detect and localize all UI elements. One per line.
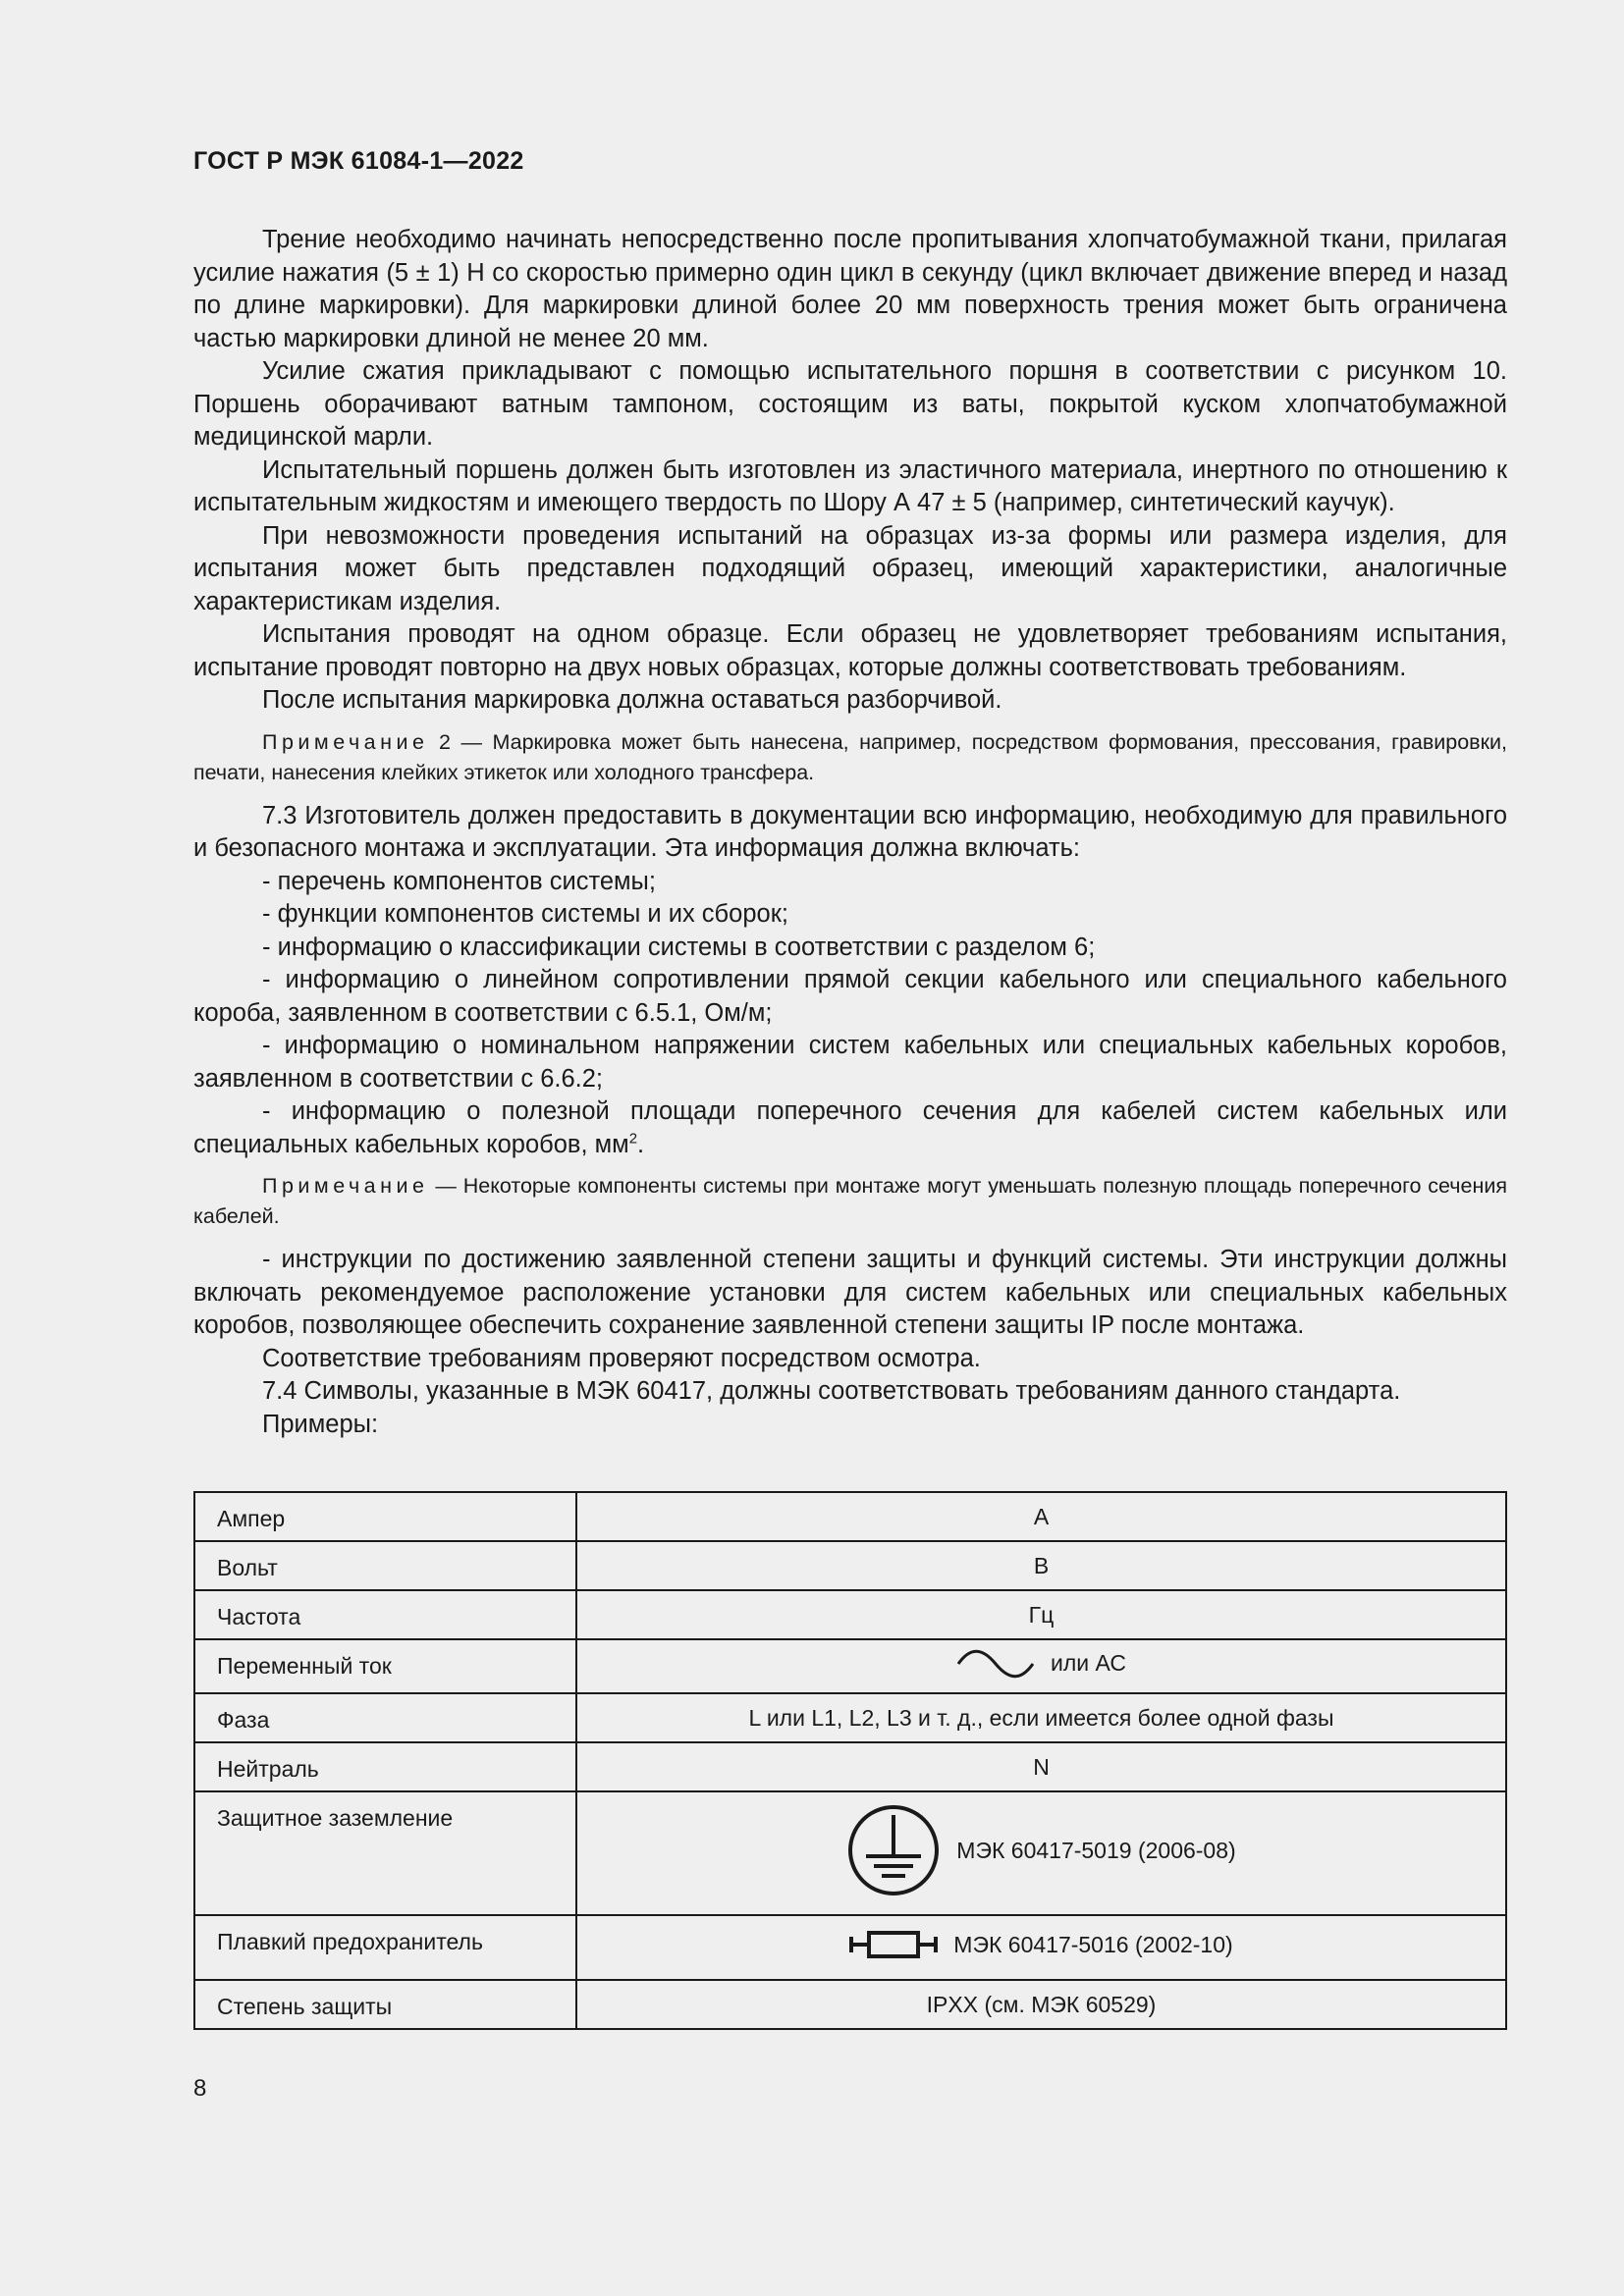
paragraph: При невозможности проведения испытаний на образцах из-за формы или размера изделия, для испытания может быть представлен подходящий образец, имеющий характеристики, аналогичные характеристикам изделия. [193, 521, 1507, 615]
row-name: Вольт [194, 1541, 576, 1590]
row-value: А [576, 1492, 1506, 1541]
list-item: - информацию о линейном сопротивлении прямой секции кабельного или специального кабельного короба, заявленном в соответствии с 6.5.1, Ом/м; [193, 966, 1507, 1027]
table-row [194, 1541, 1506, 1590]
row-value-cell [576, 1915, 1506, 1980]
list-item-text: - информацию о полезной площади поперечного сечения для кабелей систем кабельных или специальных кабельных коробов, мм [193, 1097, 1507, 1158]
paragraph: После испытания маркировка должна оставаться разборчивой. [262, 686, 1002, 714]
table-row [194, 1693, 1506, 1742]
document-body [193, 224, 1507, 1441]
note-text: 2 — Маркировка может быть нанесена, например, посредством формования, прессования, гравировки, печати, нанесения клейких этикеток или холодного трансфера. [193, 729, 1507, 784]
row-name: Защитное заземление [194, 1791, 576, 1915]
row-name: Ампер [194, 1492, 576, 1541]
row-name: Переменный ток [194, 1639, 576, 1693]
paragraph: Испытания проводят на одном образце. Если образец не удовлетворяет требованиям испытания, испытание проводят повторно на двух новых образцах, которые должны соответствовать требованиям. [193, 620, 1507, 681]
table-row [194, 1742, 1506, 1791]
note-label: Примечание [262, 1174, 429, 1198]
alternating-current-icon [956, 1649, 1035, 1679]
section-7-3-intro: 7.3 Изготовитель должен предоставить в документации всю информацию, необходимую для правильного и безопасного монтажа и эксплуатации. Эта информация должна включать: [193, 801, 1507, 862]
row-value: IPXX (см. МЭК 60529) [576, 1980, 1506, 2029]
table-row [194, 1915, 1506, 1980]
list-item [193, 1095, 1507, 1161]
row-name: Частота [194, 1590, 576, 1639]
paragraph: Испытательный поршень должен быть изготовлен из эластичного материала, инертного по отношению к испытательным жидкостям и имеющего твердость по Шору А 47 ± 5 (например, синтетический каучук). [193, 455, 1507, 516]
row-name: Плавкий предохранитель [194, 1915, 576, 1980]
list-item: - перечень компонентов системы; [262, 867, 656, 895]
list-item: - информацию о номинальном напряжении систем кабельных или специальных кабельных коробов, заявленном в соответствии с 6.6.2; [193, 1032, 1507, 1093]
list-item: - информацию о классификации системы в соответствии с разделом 6; [262, 933, 1096, 961]
paragraph: - инструкции по достижению заявленной степени защиты и функций системы. Эти инструкции должны включать рекомендуемое расположение установки для систем кабельных или специальных кабельных коробов, позволяющее обеспечить сохранение заявленной степени защиты IP после монтажа. [193, 1246, 1507, 1339]
table-row [194, 1590, 1506, 1639]
row-value: МЭК 60417-5019 (2006-08) [956, 1837, 1236, 1863]
paragraph: Примеры: [262, 1410, 379, 1438]
symbols-table [193, 1491, 1507, 2030]
document-header: ГОСТ Р МЭК 61084-1—2022 [193, 147, 524, 175]
paragraph: 7.4 Символы, указанные в МЭК 60417, должны соответствовать требованиям данного стандарта. [262, 1377, 1401, 1405]
row-value: В [576, 1541, 1506, 1590]
note-text: — Некоторые компоненты системы при монтаже могут уменьшать полезную площадь поперечного сечения кабелей. [193, 1174, 1507, 1228]
table-row [194, 1639, 1506, 1693]
row-value: L или L1, L2, L3 и т. д., если имеется более одной фазы [576, 1693, 1506, 1742]
row-value-cell [576, 1791, 1506, 1915]
row-name: Фаза [194, 1693, 576, 1742]
table-row [194, 1791, 1506, 1915]
row-value: N [576, 1742, 1506, 1791]
list-item: - функции компонентов системы и их сборок; [262, 900, 788, 928]
table-row [194, 1492, 1506, 1541]
paragraph: Соответствие требованиям проверяют посредством осмотра. [262, 1344, 981, 1372]
row-name: Нейтраль [194, 1742, 576, 1791]
row-name: Степень защиты [194, 1980, 576, 2029]
row-value-cell [576, 1639, 1506, 1693]
row-value: Гц [576, 1590, 1506, 1639]
row-value: или АС [1051, 1650, 1126, 1676]
row-value: МЭК 60417-5016 (2002-10) [953, 1931, 1233, 1957]
page-number: 8 [193, 2075, 207, 2102]
protective-earth-icon [846, 1803, 941, 1897]
fuse-icon [849, 1927, 938, 1962]
superscript: 2 [628, 1130, 638, 1147]
note-2 [193, 727, 1507, 788]
table-row [194, 1980, 1506, 2029]
note-label: Примечание [262, 729, 429, 754]
list-item-end: . [637, 1130, 645, 1158]
paragraph: Трение необходимо начинать непосредственно после пропитывания хлопчатобумажной ткани, прилагая усилие нажатия (5 ± 1) Н со скоростью примерно один цикл в секунду (цикл включает движение вперед и назад по длине маркировки). Для маркировки длиной более 20 мм поверхность трения может быть ограничена частью маркировки длиной не менее 20 мм. [193, 226, 1507, 352]
note-3 [193, 1171, 1507, 1232]
paragraph: Усилие сжатия прикладывают с помощью испытательного поршня в соответствии с рисунком 10. Поршень оборачивают ватным тампоном, состоящим из ваты, покрытой куском хлопчатобумажной медицинской марли. [193, 357, 1507, 451]
